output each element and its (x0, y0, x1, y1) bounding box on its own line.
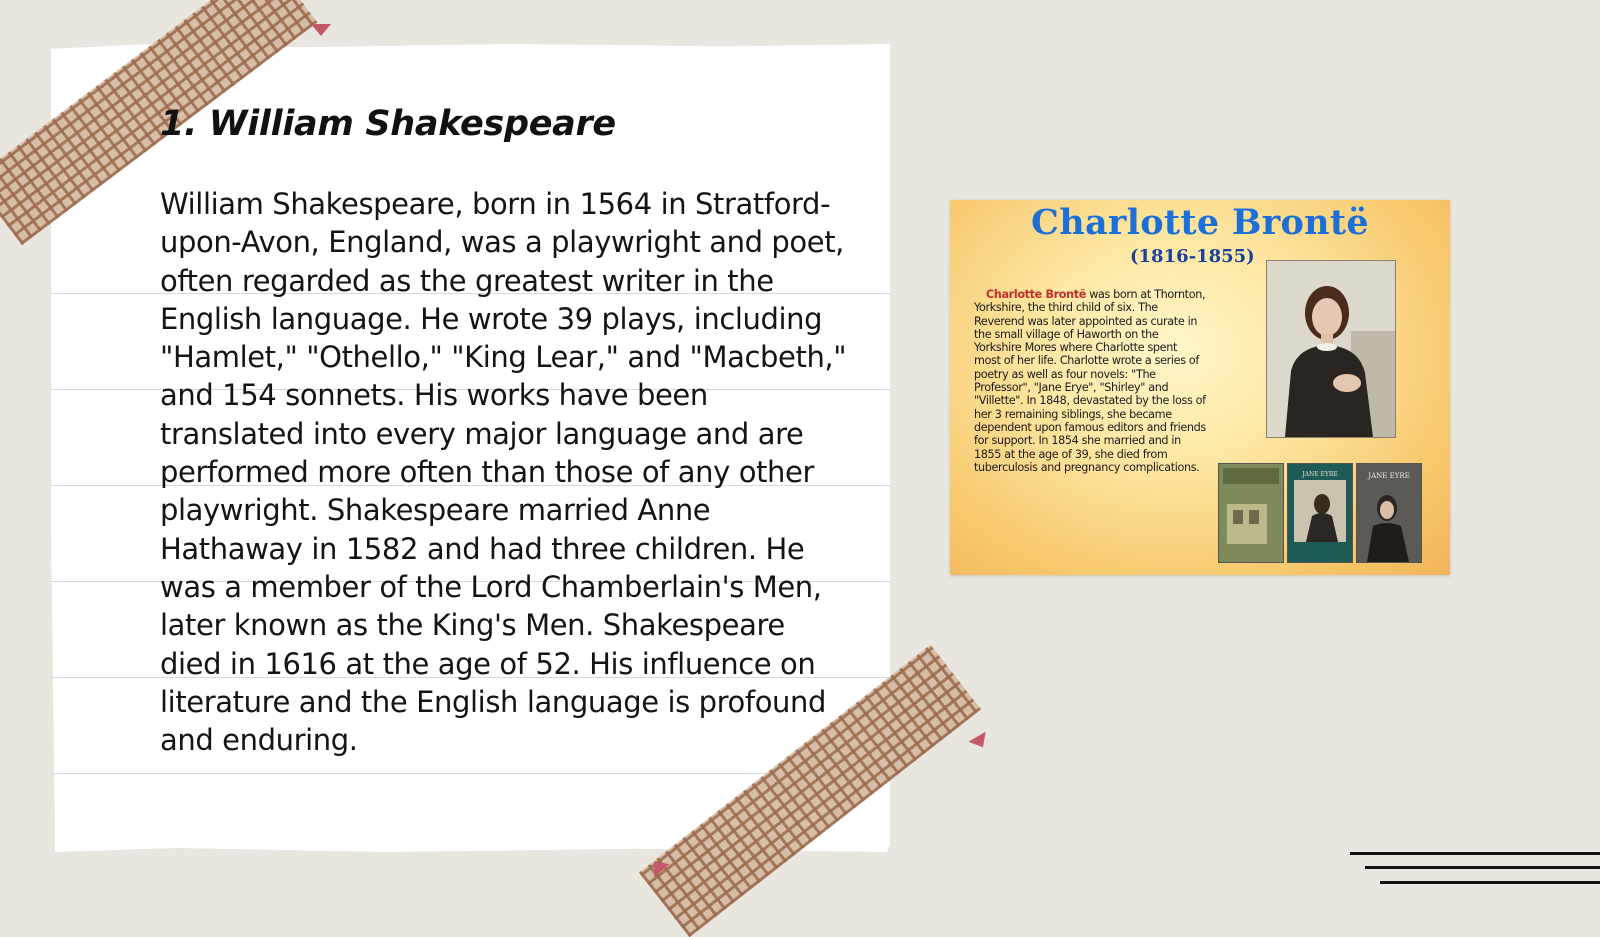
portrait-image (1266, 260, 1396, 438)
portrait-drawing (1267, 261, 1395, 437)
charlotte-bronte-image (950, 200, 1450, 575)
tape-pin-mark (968, 732, 991, 752)
bio-text: was born at Thornton, Yorkshire, the third child of six. The Reverend was later appointed as curate in the small village of Haworth on the Yorkshire Mores where Charlotte spent most of her life. Charlotte wrote a series of poetry as well as four novels: "The Professor", "Jane Erye", "Shirley" and "Villette". In 1848, devastated by the loss of her 3 remaining siblings, she became dependent upon famous editors and friends for support. In 1854 she married and in 1855 at the age of 39, she died from tuberculosis and pregnancy complications. (974, 288, 1206, 474)
body-paragraph: William Shakespeare, born in 1564 in Stratford-upon-Avon, England, was a playwright and poet, often regarded as the greatest writer in the English language. He wrote 39 plays, including "Hamlet," "Othello," "King Lear," and "Macbeth," and 154 sonnets. His works have been translated into every major language and are performed more often than those of any other playwright. Shakespeare married Anne Hathaway in 1582 and had three children. He was a member of the Lord Chamberlain's Men, later known as the King's Men. Shakespeare died in 1616 at the age of 52. His influence on literature and the English language is profound and enduring. (160, 187, 847, 758)
book-cover-1-drawing (1219, 464, 1283, 562)
decor-line (1380, 881, 1600, 884)
bio-name: Charlotte Brontë (986, 288, 1086, 301)
book-cover-2-drawing (1288, 464, 1352, 562)
book-cover-3-drawing (1357, 464, 1421, 562)
image-bio (974, 288, 1206, 474)
book-cover-3 (1356, 463, 1422, 563)
decor-line (1350, 852, 1600, 855)
section-heading: 1. William Shakespeare (160, 104, 616, 144)
book-cover-1 (1218, 463, 1284, 563)
image-years: (1816-1855) (1130, 246, 1255, 267)
book-cover-2-label: JANE EYRE (1302, 471, 1338, 478)
book-cover-3-label: JANE EYRE (1368, 472, 1410, 480)
image-title: Charlotte Brontë (1031, 202, 1369, 243)
tape-pin-mark (311, 24, 331, 36)
decor-line (1365, 866, 1600, 869)
book-cover-2 (1287, 463, 1353, 563)
